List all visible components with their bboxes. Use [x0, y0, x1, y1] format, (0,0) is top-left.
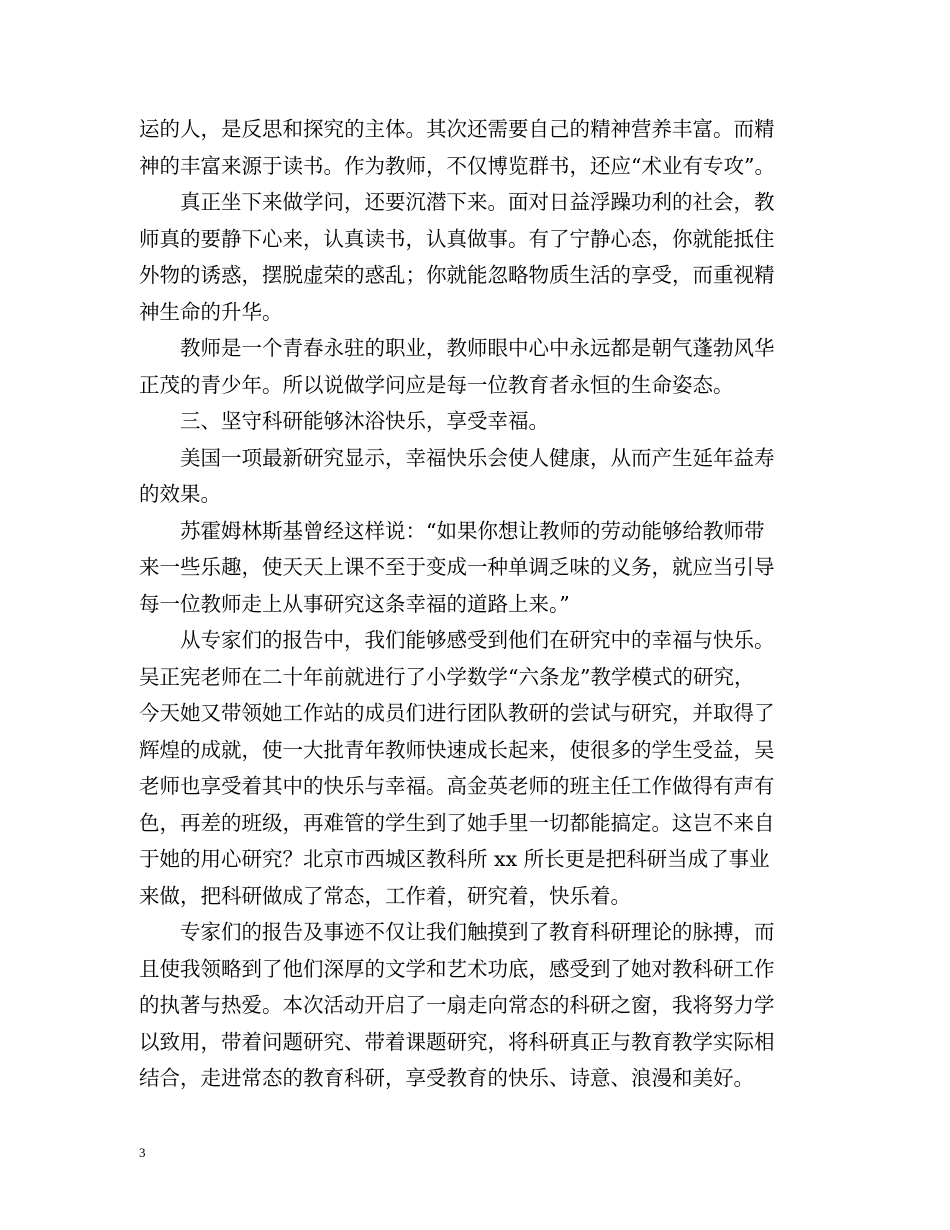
text-line: 苏霍姆林斯基曾经这样说：“如果你想让教师的劳动能够给教师带	[180, 518, 765, 543]
text-line: 教师是一个青春永驻的职业，教师眼中心中永远都是朝气蓬勃风华	[180, 336, 775, 360]
text-line: 运的人，是反思和探究的主体。其次还需要自己的精神营养丰富。而精	[139, 117, 775, 141]
text-line: 于她的用心研究？北京市西城区教科所 xx 所长更是把科研当成了事业	[139, 847, 770, 871]
text-line: 专家们的报告及事迹不仅让我们触摸到了教育科研理论的脉搏，而	[180, 920, 775, 944]
text-line: 外物的诱惑，摆脱虚荣的惑乱；你就能忽略物质生活的享受，而重视精	[139, 263, 775, 287]
text-line: 老师也享受着其中的快乐与幸福。高金英老师的班主任工作做得有声有	[139, 774, 775, 798]
text-line: 正茂的青少年。所以说做学问应是每一位教育者永恒的生命姿态。	[139, 372, 734, 397]
section-heading: 三、坚守科研能够沐浴快乐，享受幸福。	[180, 409, 549, 433]
text-line: 每一位教师走上从事研究这条幸福的道路上来。”	[139, 591, 570, 616]
text-line: 辉煌的成就，使一大批青年教师快速成长起来，使很多的学生受益，吴	[139, 737, 775, 762]
text-line: 来做，把科研做成了常态，工作着，研究着，快乐着。	[139, 883, 631, 908]
text-line: 师真的要静下心来，认真读书，认真做事。有了宁静心态，你就能抵住	[139, 226, 775, 251]
body-text	[139, 111, 819, 1097]
text-line: 从专家们的报告中，我们能够感受到他们在研究中的幸福与快乐。	[180, 628, 775, 652]
text-line: 的执著与热爱。本次活动开启了一扇走向常态的科研之窗，我将努力学	[139, 993, 775, 1017]
text-line: 来一些乐趣，使天天上课不至于变成一种单调乏味的义务，就应当引导	[139, 555, 775, 579]
text-line: 吴正宪老师在二十年前就进行了小学数学“六条龙”教学模式的研究，	[139, 664, 755, 689]
text-line: 结合，走进常态的教育科研，享受教育的快乐、诗意、浪漫和美好。	[139, 1066, 754, 1090]
text-line: 神生命的升华。	[139, 299, 283, 324]
text-line: 以致用，带着问题研究、带着课题研究，将科研真正与教育教学实际相	[139, 1029, 775, 1054]
page-number: 3	[139, 1145, 146, 1160]
text-line: 今天她又带领她工作站的成员们进行团队教研的尝试与研究，并取得了	[139, 701, 775, 725]
text-line: 色，再差的班级，再难管的学生到了她手里一切都能搞定。这岂不来自	[139, 810, 775, 835]
text-line: 美国一项最新研究显示，幸福快乐会使人健康，从而产生延年益寿	[180, 445, 775, 470]
text-line: 的效果。	[139, 482, 221, 506]
text-line: 且使我领略到了他们深厚的文学和艺术功底，感受到了她对教科研工作	[139, 956, 775, 981]
text-line: 神的丰富来源于读书。作为教师，不仅博览群书，还应“术业有专攻”。	[139, 153, 775, 178]
text-line: 真正坐下来做学问，还要沉潜下来。面对日益浮躁功利的社会，教	[180, 190, 775, 214]
